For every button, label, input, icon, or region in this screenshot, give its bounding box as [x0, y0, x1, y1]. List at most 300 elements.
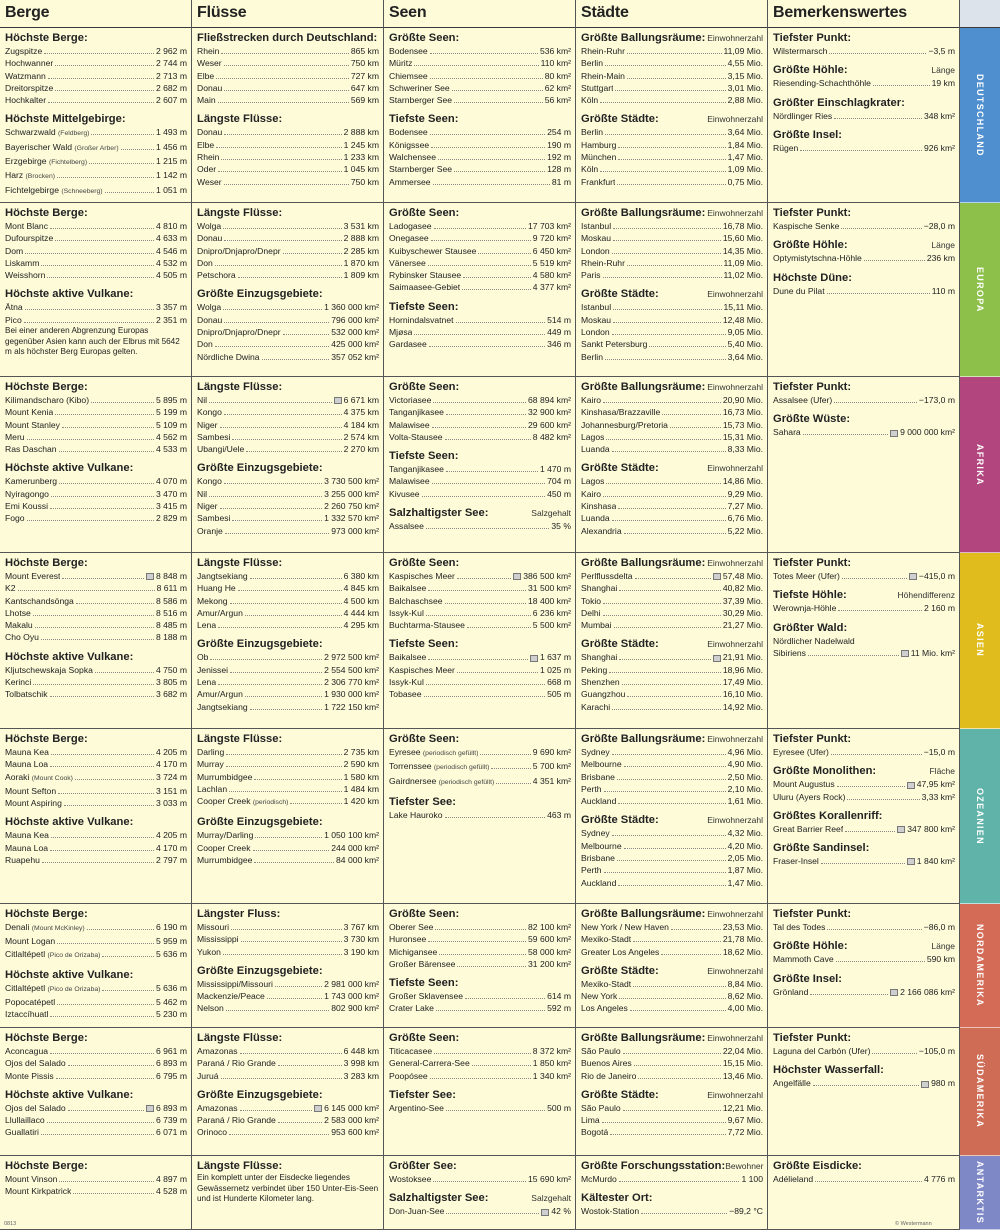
list-item — [773, 746, 955, 758]
item-value — [156, 406, 187, 418]
item-name — [5, 1045, 48, 1057]
item-value — [528, 958, 571, 970]
dot-leader — [838, 610, 922, 611]
list-item — [773, 426, 955, 438]
item-value — [324, 701, 379, 713]
item-name — [581, 1173, 617, 1185]
item-name — [581, 746, 610, 758]
region-tab-s-damerika[interactable] — [960, 1028, 1000, 1156]
item-name — [389, 326, 412, 338]
item-value — [156, 57, 187, 69]
item-name — [581, 406, 660, 418]
item-value — [344, 1057, 379, 1069]
dot-leader — [226, 1010, 329, 1011]
region-row-s-damerika — [0, 1028, 960, 1156]
dot-leader — [613, 309, 721, 310]
section-unit-label: Einwohnerzahl — [707, 289, 763, 300]
section-title — [581, 288, 763, 300]
section-title — [389, 301, 571, 313]
section-unit-label: Salzgehalt — [531, 1193, 571, 1204]
item-value-text: 3 730 km — [343, 934, 379, 945]
info-section — [581, 557, 763, 631]
item-name-text: Lachlan — [197, 783, 228, 794]
section-title — [581, 638, 763, 650]
dot-leader — [872, 1053, 916, 1054]
item-value-text: 2 972 500 km² — [324, 652, 379, 663]
item-value-text: 449 m — [547, 327, 571, 338]
item-name — [5, 82, 53, 94]
item-name-text: Müritz — [389, 58, 413, 69]
section-title — [389, 207, 571, 219]
item-value-text: 110 km² — [540, 58, 571, 69]
item-name — [581, 570, 633, 582]
dot-leader — [223, 954, 342, 955]
item-value — [331, 1002, 379, 1014]
item-name — [773, 953, 834, 965]
table-cell — [576, 553, 768, 728]
item-qualifier: (Mount McKinley) — [31, 925, 85, 932]
item-value — [528, 394, 571, 406]
item-value-text: 4,90 Mio. — [727, 759, 763, 770]
item-name — [197, 45, 219, 57]
info-section — [773, 940, 955, 965]
list-item — [5, 746, 187, 758]
item-value — [547, 1102, 571, 1114]
item-value — [547, 488, 571, 500]
item-name-text: Mount Logan — [5, 936, 56, 947]
info-section — [773, 1160, 955, 1185]
dot-leader — [614, 627, 721, 628]
item-value — [924, 746, 955, 758]
record-icon — [890, 430, 898, 437]
item-name-text: Weser — [197, 58, 222, 69]
dot-leader — [604, 872, 726, 873]
item-name-text: Issyk-Kul — [389, 607, 424, 618]
item-value — [156, 82, 187, 94]
info-section — [773, 129, 955, 154]
item-value — [545, 70, 571, 82]
item-value — [324, 301, 379, 313]
section-title — [773, 97, 955, 109]
dot-leader — [429, 346, 545, 347]
dot-leader — [613, 228, 721, 229]
item-value — [723, 595, 763, 607]
dot-leader — [633, 986, 725, 987]
list-item — [5, 935, 187, 947]
item-name-text: Buchtarma-Stausee — [389, 620, 465, 631]
item-name — [581, 257, 625, 269]
list-item — [5, 475, 187, 487]
list-item — [5, 1114, 187, 1126]
item-value-text: 668 m — [547, 677, 571, 688]
item-value — [533, 746, 571, 758]
section-heading: Höchste Berge: — [5, 557, 88, 569]
list-item — [197, 314, 379, 326]
item-name — [197, 443, 244, 455]
list-item — [197, 1045, 379, 1057]
dot-leader — [873, 85, 930, 86]
item-name-text: Hamburg — [581, 139, 617, 150]
item-value-text: 2 260 750 km² — [324, 501, 379, 512]
item-value — [351, 94, 379, 106]
item-name-text: Ladogasee — [389, 221, 432, 231]
item-value-text: 8,84 Mio. — [727, 978, 763, 989]
item-value — [156, 664, 187, 676]
dot-leader — [603, 402, 721, 403]
list-item — [197, 1114, 379, 1126]
dot-leader — [671, 929, 721, 930]
item-value — [547, 809, 571, 821]
item-value — [156, 141, 187, 153]
section-unit-label: Höhendifferenz — [897, 590, 955, 601]
item-name — [5, 1057, 66, 1069]
item-value-text: 4 528 m — [155, 1186, 187, 1197]
item-name-text: Adélieland — [773, 1174, 814, 1184]
item-name-text: Petschora — [197, 270, 236, 281]
item-value-text: 425 000 km² — [331, 339, 379, 350]
section-title — [197, 908, 379, 920]
dot-leader — [59, 1181, 154, 1182]
item-qualifier: (Pico de Orizaba) — [47, 951, 101, 959]
dot-leader — [613, 322, 721, 323]
info-section — [773, 1064, 955, 1089]
item-name-text: Victoriasee — [389, 395, 432, 405]
item-value — [728, 1114, 763, 1126]
item-name-text: Makalu — [5, 620, 33, 631]
region-tab-deutschland[interactable] — [960, 28, 1000, 203]
item-name — [581, 582, 617, 594]
item-value — [156, 607, 187, 619]
item-value — [723, 688, 763, 700]
section-heading: Höchster Wasserfall: — [773, 1064, 884, 1077]
item-value — [156, 220, 187, 232]
item-value — [156, 935, 187, 947]
item-name — [5, 419, 60, 431]
table-cell — [384, 729, 576, 903]
section-title — [389, 796, 571, 808]
region-tab-asien[interactable] — [960, 553, 1000, 729]
item-name — [5, 301, 23, 313]
item-value — [713, 570, 763, 582]
item-value — [728, 326, 763, 338]
item-name — [389, 921, 433, 933]
item-value — [344, 220, 379, 232]
item-value-text: 6 671 km — [343, 395, 379, 405]
region-tab-nordamerika[interactable] — [960, 904, 1000, 1028]
dot-leader — [617, 860, 726, 861]
section-heading: Größte Sandinsel: — [773, 842, 870, 855]
item-value — [324, 500, 379, 512]
item-name — [5, 935, 55, 947]
table-cell — [576, 203, 768, 376]
item-name-text: Bodensee — [389, 46, 428, 56]
item-name — [581, 57, 603, 69]
item-name-text: Nördlicher Nadelwald — [773, 635, 855, 646]
dot-leader — [446, 414, 526, 415]
dot-leader — [432, 427, 526, 428]
item-value-text: 647 km — [350, 82, 379, 93]
section-heading: Größte Städte: — [581, 638, 659, 651]
section-heading: Größte Seen: — [389, 1032, 460, 1044]
item-value — [533, 281, 571, 293]
dot-leader — [250, 578, 342, 579]
item-name-text: Amur/Argun — [197, 689, 243, 700]
item-name — [581, 500, 616, 512]
list-item — [581, 232, 763, 244]
item-name — [197, 1126, 227, 1138]
section-heading: Größte Seen: — [389, 908, 460, 920]
item-name — [581, 1057, 632, 1069]
item-name-text: Erzgebirge — [5, 156, 47, 167]
item-name-text: Moskau — [581, 314, 612, 325]
region-tab-antarktis[interactable] — [960, 1156, 1000, 1230]
item-name-text: Amur/Argun — [197, 607, 243, 618]
list-item — [197, 990, 379, 1002]
item-value-text: 1 743 000 km² — [324, 991, 379, 1002]
item-name — [581, 419, 668, 431]
item-name-text: Orinoco — [197, 1127, 228, 1138]
item-value — [724, 45, 764, 57]
dot-leader — [218, 627, 342, 628]
region-tab-afrika[interactable] — [960, 377, 1000, 553]
item-value — [156, 631, 187, 643]
dot-leader — [209, 402, 332, 403]
item-name — [5, 982, 100, 996]
region-tab-europa[interactable] — [960, 203, 1000, 377]
item-value-text: 3,64 Mio. — [727, 127, 763, 138]
item-name — [389, 475, 430, 487]
item-value — [547, 676, 571, 688]
record-icon — [890, 989, 898, 996]
item-value — [344, 257, 379, 269]
dot-leader — [44, 53, 154, 54]
item-name — [197, 746, 224, 758]
item-value — [728, 877, 763, 889]
item-value-text: 1 722 150 km² — [324, 701, 379, 712]
section-heading: Fließstrecken durch Deutschland: — [197, 32, 378, 44]
item-name — [773, 778, 835, 790]
info-section — [5, 207, 187, 281]
item-name — [773, 394, 832, 406]
list-item — [5, 419, 187, 431]
item-name-text: Sydney — [581, 747, 610, 757]
item-name — [389, 151, 436, 163]
item-value — [344, 595, 379, 607]
item-value — [156, 475, 187, 487]
item-value-text: 2 713 m — [155, 70, 187, 81]
item-name — [197, 163, 216, 175]
item-name-text: Onegasee — [389, 233, 429, 244]
item-name-text: Malawisee — [389, 476, 430, 487]
dot-leader — [604, 791, 726, 792]
list-item — [581, 783, 763, 795]
item-value — [156, 921, 187, 933]
list-item — [5, 842, 187, 854]
list-item — [773, 220, 955, 232]
section-heading: Größte Wüste: — [773, 413, 851, 426]
item-name-text: Harz — [5, 170, 24, 181]
dot-leader — [414, 334, 545, 335]
item-value-text: 1 930 000 km² — [324, 689, 379, 700]
item-value-text: 1,47 Mio. — [727, 152, 763, 163]
item-name — [5, 245, 23, 257]
item-value — [723, 607, 763, 619]
item-name — [389, 1002, 434, 1014]
info-section — [773, 239, 955, 264]
item-value-text: 6 236 km² — [532, 607, 571, 618]
list-item — [581, 990, 763, 1002]
record-icon — [921, 1081, 929, 1088]
section-title — [581, 1089, 763, 1101]
item-name — [197, 619, 216, 631]
list-item — [197, 419, 379, 431]
item-value-text: 4,96 Mio. — [727, 747, 763, 757]
item-value — [344, 783, 379, 795]
item-value-text: 1 050 100 km² — [324, 830, 379, 841]
item-value-text: 128 m — [547, 164, 571, 175]
section-title — [197, 32, 379, 44]
item-name — [5, 257, 39, 269]
region-tab-label: NORDAMERIKA — [975, 924, 985, 1007]
item-name — [197, 406, 222, 418]
item-name — [581, 338, 647, 350]
item-value-text: 2 744 m — [155, 58, 187, 69]
item-name — [389, 990, 463, 1002]
item-name-text: Mount Augustus — [773, 779, 835, 790]
list-item — [773, 394, 955, 406]
section-heading: Tiefste Seen: — [389, 113, 459, 126]
item-name — [581, 795, 616, 807]
section-unit-label: Einwohnerzahl — [707, 639, 763, 650]
item-qualifier: (Fichtelberg) — [48, 159, 88, 167]
record-icon — [901, 650, 909, 657]
section-unit-label: Fläche — [929, 766, 955, 777]
dot-leader — [218, 684, 322, 685]
dot-leader — [623, 1110, 721, 1111]
item-value-text: 84 000 km² — [336, 855, 379, 866]
item-name-text: Peking — [581, 664, 608, 675]
dot-leader — [612, 835, 726, 836]
item-value — [724, 301, 764, 313]
info-section — [5, 651, 187, 701]
item-value-text: 4 500 km — [343, 595, 379, 606]
item-name-text: Luanda — [581, 513, 610, 524]
item-value-text: 4 562 m — [155, 431, 187, 442]
section-heading: Größte Städte: — [581, 1088, 659, 1101]
item-value-text: 592 m — [547, 1003, 571, 1014]
item-qualifier: (Feldberg) — [58, 130, 90, 138]
dot-leader — [433, 1181, 526, 1182]
section-heading: Tiefster Punkt: — [773, 381, 852, 393]
table-cell — [192, 1028, 384, 1155]
list-item — [197, 688, 379, 700]
info-section — [5, 816, 187, 866]
item-value — [156, 45, 187, 57]
dot-leader — [431, 240, 531, 241]
item-value-text: 750 km — [350, 176, 379, 187]
item-name-text: Lagos — [581, 476, 605, 487]
list-item — [197, 70, 379, 82]
item-name — [581, 525, 622, 537]
region-row-deutschland — [0, 28, 960, 203]
table-cell — [768, 904, 960, 1027]
item-value — [156, 1045, 187, 1057]
dot-leader — [55, 90, 154, 91]
section-title — [197, 638, 379, 650]
list-item — [197, 946, 379, 958]
list-item — [389, 595, 571, 607]
item-value — [156, 155, 187, 167]
info-section — [773, 97, 955, 122]
list-item — [389, 607, 571, 619]
table-cell — [384, 1028, 576, 1155]
info-section — [197, 733, 379, 809]
region-tab-ozeanien[interactable] — [960, 729, 1000, 904]
list-item — [389, 126, 571, 138]
item-name-text: Baikalsee — [389, 583, 427, 594]
item-name — [389, 45, 428, 57]
dot-leader — [18, 590, 155, 591]
item-value — [723, 431, 763, 443]
item-value-text: 865 km — [350, 46, 379, 56]
item-value — [533, 1045, 571, 1057]
dot-leader — [827, 929, 921, 930]
info-section — [197, 816, 379, 866]
item-name-text: Citlaltépetl — [5, 948, 46, 959]
dot-leader — [58, 793, 154, 794]
item-value — [344, 795, 379, 807]
item-name — [197, 94, 216, 106]
dot-leader — [62, 427, 154, 428]
item-name-text: Optymistytschna-Höhle — [773, 253, 862, 264]
item-name-text: Mauna Loa — [5, 759, 49, 770]
item-value — [728, 176, 763, 188]
list-item — [5, 82, 187, 94]
info-section — [773, 381, 955, 406]
dot-leader — [606, 439, 720, 440]
dot-leader — [837, 786, 905, 787]
table-cell — [0, 729, 192, 903]
list-item — [581, 651, 763, 663]
item-value-text: 3 767 km — [343, 922, 379, 932]
list-item — [389, 151, 571, 163]
item-value-text: 6 795 m — [155, 1070, 187, 1081]
item-value — [728, 488, 763, 500]
section-heading: Tiefste Seen: — [389, 450, 459, 463]
section-title — [773, 733, 955, 745]
item-name — [773, 823, 843, 835]
item-name — [389, 676, 424, 688]
list-item — [581, 1173, 763, 1185]
list-item — [5, 771, 187, 785]
info-section — [197, 288, 379, 362]
item-value-text: 254 m — [547, 127, 571, 138]
dot-leader — [662, 414, 721, 415]
section-unit-label: Länge — [931, 65, 955, 76]
item-name-text: Mont Blanc — [5, 221, 48, 231]
item-name — [197, 978, 273, 990]
item-name-text: Schweriner See — [389, 82, 450, 93]
list-item — [581, 338, 763, 350]
item-value — [541, 1205, 571, 1217]
dot-leader — [638, 1078, 720, 1079]
list-item — [5, 257, 187, 269]
item-name-text: Donau — [197, 127, 223, 138]
item-name — [389, 269, 461, 281]
item-value — [156, 269, 187, 281]
item-value — [897, 823, 955, 835]
list-item — [773, 110, 955, 122]
